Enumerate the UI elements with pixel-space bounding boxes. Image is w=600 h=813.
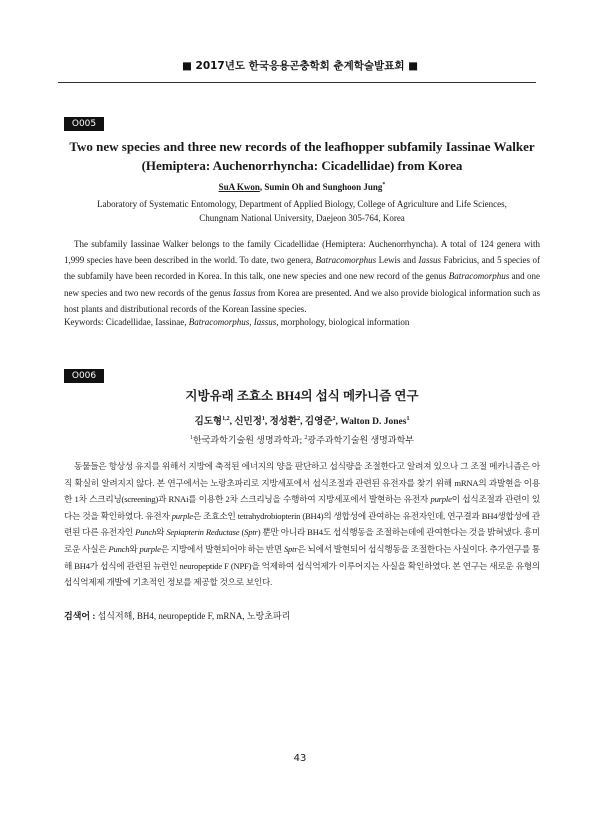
page-number: 43 — [293, 753, 307, 764]
genus-name: Iassus — [418, 255, 441, 266]
keyword-text: 섭식저해, BH4, neuropeptide F, mRNA, 노랑초파리 — [95, 611, 291, 621]
keyword-text: Batracomorphus — [188, 317, 250, 327]
abstract-code-badge: O006 — [64, 369, 104, 383]
author: 정성환$^2$, — [269, 415, 305, 427]
keywords-label: 검색어 : — [64, 611, 96, 621]
keyword-text: Iassus — [253, 317, 277, 327]
genus-name: Batracomorphus — [315, 255, 377, 266]
body-text: Fabricius, and 5 species of the subfamily have been recorded in Korea. In this talk, one new species and one new record of the genus — [64, 255, 540, 282]
affiliation-line: Chungnam National University, Daejeon 305-764, Korea — [199, 213, 405, 223]
affiliation — [64, 197, 540, 225]
genus-name: Iassus — [232, 287, 256, 298]
author: 김영준$^2$, — [304, 415, 341, 427]
abstract-title — [64, 137, 540, 175]
abstract-body — [64, 236, 540, 317]
abstract-title: 지방유래 조효소 BH4의 섭식 메카니즘 연구 — [185, 389, 419, 403]
author: 김도형$^{1,2}$, — [194, 415, 235, 427]
title-line: (Hemiptera: Auchenorrhyncha: Cicadellidae) from Korea — [141, 158, 463, 173]
author: 신민정$^1$, — [234, 415, 270, 427]
header-divider — [58, 82, 536, 83]
presenting-author: SuA Kwon — [218, 182, 260, 192]
keywords-label: Keywords: — [64, 317, 104, 327]
conference-header: ■ 2017년도 한국응용곤충학회 춘계학술발표회 ■ — [181, 60, 419, 72]
title-line: Two new species and three new records of the leafhopper subfamily Iassinae Walker — [69, 139, 535, 154]
corresponding-mark: * — [382, 182, 386, 188]
abstract-code-badge: O005 — [64, 117, 104, 131]
genus-name: Batracomorphus — [448, 271, 510, 282]
body-text: Lewis and — [376, 255, 419, 266]
keywords — [64, 317, 540, 327]
keywords — [64, 609, 540, 622]
keyword-text: , morphology, biological information — [276, 317, 410, 327]
body-text: The subfamily Iassinae Walker belongs to the family Cicadellidae (Hemiptera: Auchenorrhyncha). A total of 124 genera with 1,999 species have been described in the world. To date, two genera, — [64, 239, 540, 266]
body-text: from Korea are presented. And we also provide biological information such as host plants and distributional records of the Korean Iassine species. — [64, 287, 540, 314]
author: Walton D. Jones$^1$ — [340, 415, 410, 427]
co-authors: , Sumin Oh and Sunghoon Jung — [259, 182, 383, 192]
body-text: and one new species and two new records of the genus — [64, 271, 540, 298]
keyword-text: , — [249, 317, 254, 327]
keyword-text: Cicadellidae, Iassinae, — [103, 317, 189, 327]
affiliation: $^1$한국과학기술원 생명과학과; $^2$광주과학기술원 생명과학부 — [190, 435, 414, 445]
affiliation-line: Laboratory of Systematic Entomology, Department of Applied Biology, College of Agriculture and Life Sciences, — [97, 199, 507, 209]
abstract-body: 동물들은 항상성 유지를 위해서 지방에 축적된 에너지의 양을 판단하고 섭식량을 조절한다고 알려져 있으나 그 조절 메카니즘은 아직 확실히 알려지지 않다. 본 연구에서는 노랑초파리로 지방세포에서 섭식조절과 관련된 유전자를 찾기 위해 mRNA의 과발현을 이용한 1차 스크리닝(screening)과 RNAi를 이용한 2차 스크리닝을 수행하여 지방세포에서 발현하는 유전자 purple이 섭식조절과 관련이 있다는 것을 확인하였다. 유전자 purple은 조효소인 tetrahydrobiopterin (BH4)의 생합성에 관여하는 유전자인데, 연구결과 BH4생합성에 관련된 다른 유전자인 Punch와 Sepiapterin Reductase (Sptr) 뿐만 아니라 BH4도 섭식행동을 조절하는데에 관여한다는 것을 밝혀냈다. 흥미로운 사실은 Punch와 purple은 지방에서 발현되어야 하는 반면 Sptr은 뇌에서 발현되어 섭식행동을 조절한다는 사실이다. 추가연구를 통해 BH4가 섭식에 관련된 뉴런인 neuropeptide F (NPF)을 억제하여 섭식억제가 이루어지는 사실을 확인하였다. 본 연구는 새로운 유형의 섭식억제제 개발에 기초적인 정보를 제공할 것으로 보인다. — [64, 461, 541, 588]
author-list — [64, 413, 540, 427]
author-list — [64, 182, 540, 192]
